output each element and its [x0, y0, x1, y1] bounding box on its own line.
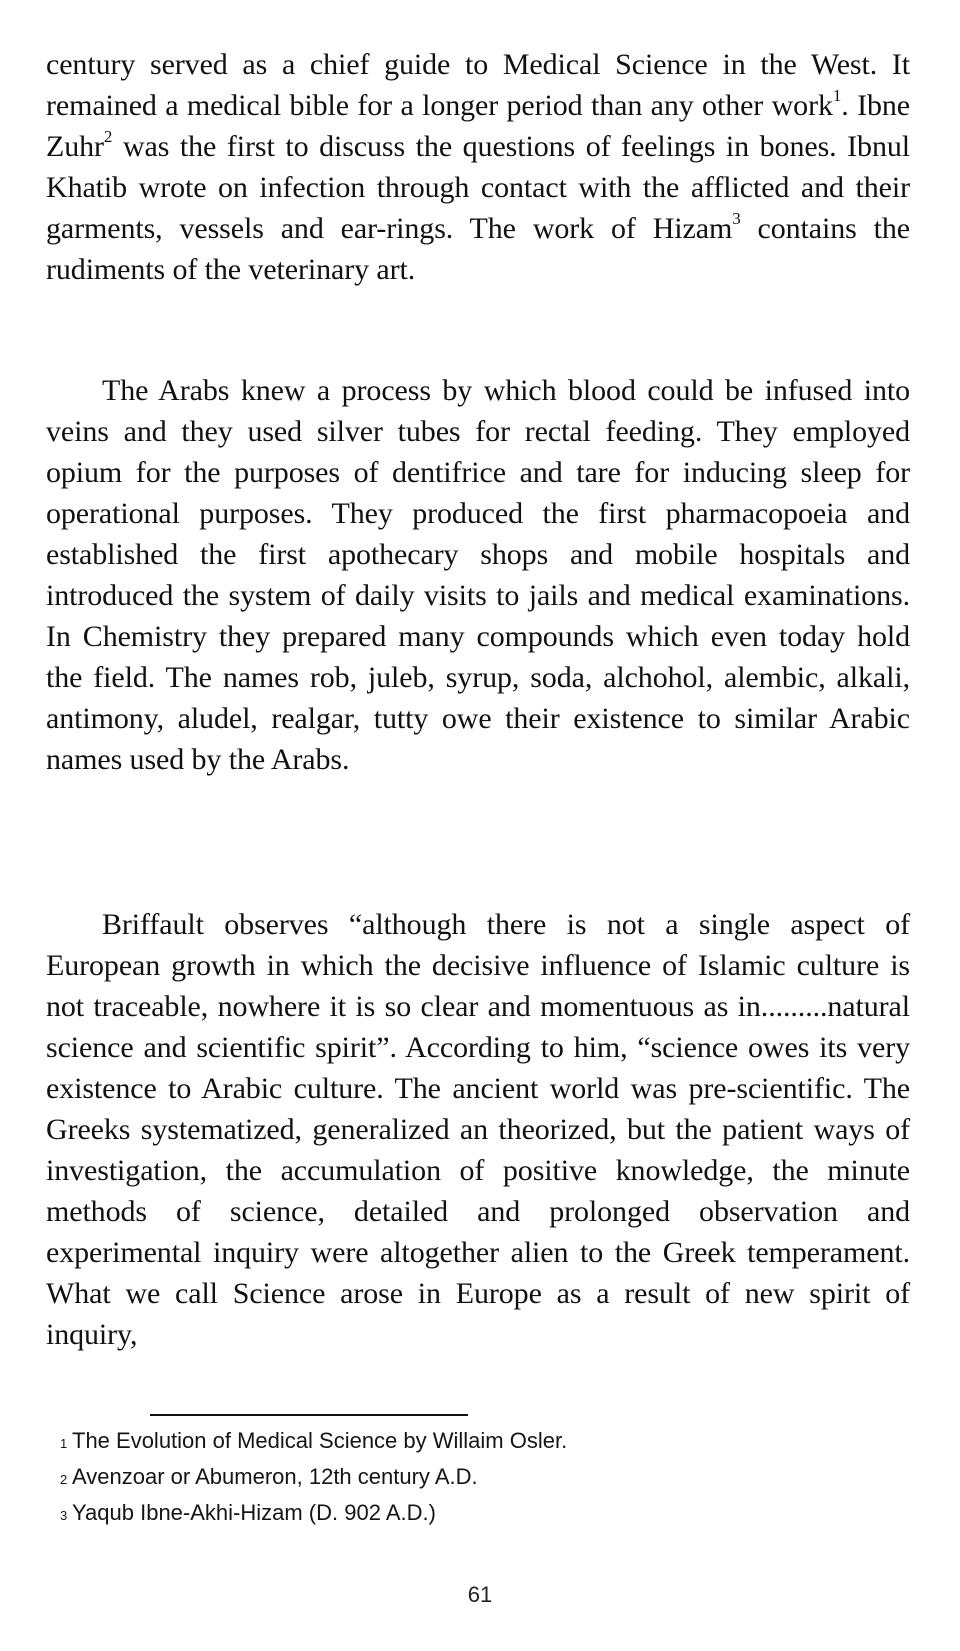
paragraph-2-text: The Arabs knew a process by which blood could be infused into veins and they used silver tubes for rectal feeding. They employed opium for the purposes of dentifrice and tare for inducing sleep for operational purposes. They produced the first pharmacopoeia and established the first apothecary shops and mobile hospitals and introduced the system of daily visits to jails and medical examinations. In Chemistry they prepared many compounds which even today hold the field. The names rob, juleb, syrup, soda, alchohol, alembic, alkali, antimony, aludel, realgar, tutty owe their existence to similar Arabic names used by the Arabs.	[46, 374, 910, 776]
footnote-ref-3: 3	[732, 209, 741, 228]
page-number: 61	[467, 1582, 493, 1607]
paragraph-3-text: Briffault observes “although there is not a single aspect of European growth in which the decisive influence of Islamic culture is not traceable, nowhere it is so clear and momentuous as in.........natural science and scientific spirit”. According to him, “science owes its very existence to Arabic culture. The ancient world was pre-scientific. The Greeks systematized, generalized an theorized, but the patient ways of investigation, the accumulation of positive knowledge, the minute methods of science, detailed and prolonged observation and experimental inquiry were altogether alien to the Greek temperament. What we call Science arose in Europe as a result of new spirit of inquiry,	[46, 908, 910, 1351]
footnotes	[60, 1424, 760, 1532]
footnote-3	[60, 1496, 760, 1532]
paragraph-2	[46, 370, 910, 780]
paragraph-3	[46, 904, 910, 1355]
footnote-number: 3	[60, 1508, 68, 1523]
footnote-text: Avenzoar or Abumeron, 12th century A.D.	[72, 1464, 478, 1489]
footnote-number: 2	[60, 1472, 68, 1487]
paragraph-1-text-c: was the first to discuss the questions of feelings in bones. Ibnul Khatib wrote on infection through contact with the afflicted and their garments, vessels and ear-rings. The work of Hizam	[46, 130, 910, 245]
footnote-ref-2: 2	[103, 127, 113, 146]
footnote-ref-1: 1	[832, 86, 842, 105]
footnote-text: The Evolution of Medical Science by Willaim Osler.	[72, 1428, 568, 1453]
footnote-divider	[150, 1414, 468, 1416]
footnote-number: 1	[60, 1436, 68, 1451]
paragraph-1-text-b: . Ibne Zuhr	[46, 89, 910, 163]
footnote-2	[60, 1460, 760, 1496]
paragraph-1-text-a: century served as a chief guide to Medical Science in the West. It remained a medical bible for a longer period than any other work	[46, 48, 910, 122]
paragraph-1-text	[46, 44, 910, 290]
paragraph-1-text-d: contains the rudiments of the veterinary art.	[46, 212, 910, 286]
paragraph-1	[46, 44, 910, 290]
footnote-text: Yaqub Ibne-Akhi-Hizam (D. 902 A.D.)	[72, 1500, 436, 1525]
footnote-1	[60, 1424, 760, 1460]
